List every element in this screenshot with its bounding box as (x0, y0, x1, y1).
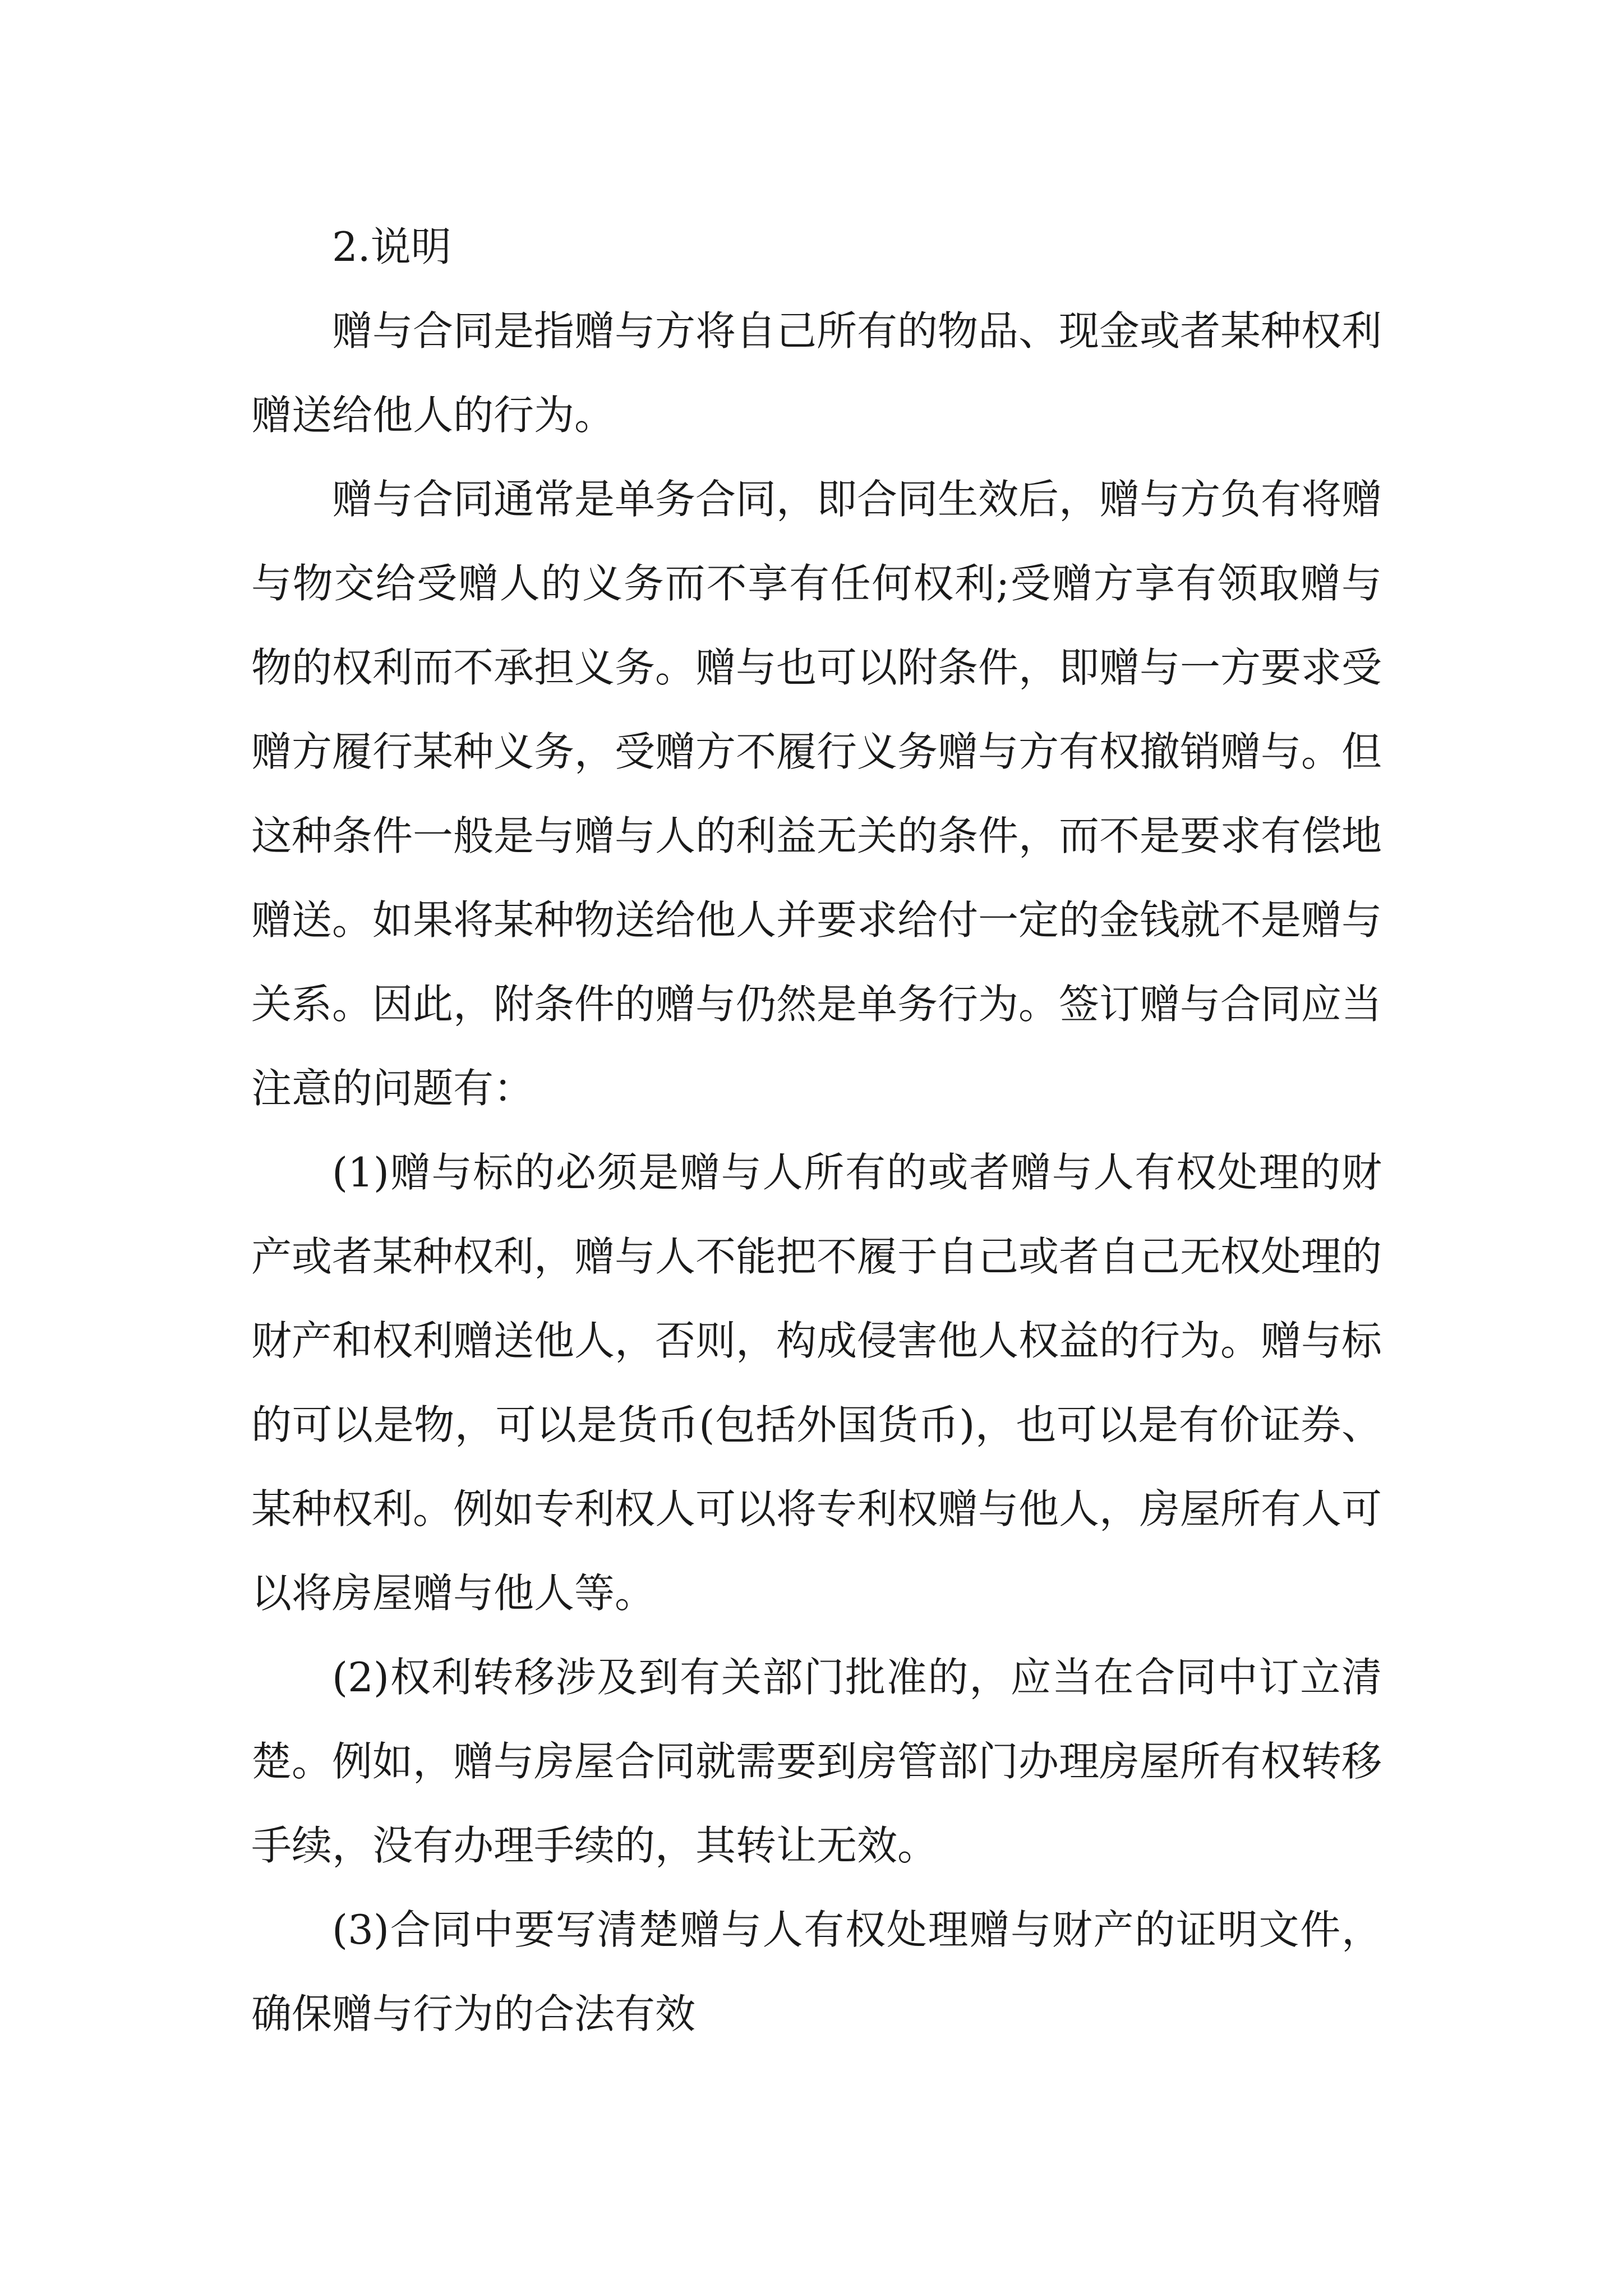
section-heading: 2.说明 (332, 223, 451, 270)
paragraph-point-1: (1)赠与标的必须是赠与人所有的或者赠与人有权处理的财产或者某种权利，赠与人不能把不履于自己或者自己无权处理的财产和权利赠送他人，否则，构成侵害他人权益的行为。赠与标的可以是物，可以是货币(包括外国货币)，也可以是有价证券、某种权利。例如专利权人可以将专利权赠与他人，房屋所有人可以将房屋赠与他人等。 (251, 1149, 1382, 1617)
document-page (251, 205, 1382, 2056)
paragraph-point-2: (2)权利转移涉及到有关部门批准的，应当在合同中订立清楚。例如，赠与房屋合同就需要到房管部门办理房屋所有权转移手续，没有办理手续的，其转让无效。 (251, 1654, 1382, 1869)
paragraph-point-3: (3)合同中要写清楚赠与人有权处理赠与财产的证明文件，确保赠与行为的合法有效 (251, 1906, 1382, 2037)
paragraph-unilateral-contract: 赠与合同通常是单务合同，即合同生效后，赠与方负有将赠与物交给受赠人的义务而不享有任何权利;受赠方享有领取赠与物的权利而不承担义务。赠与也可以附条件，即赠与一方要求受赠方履行某种义务，受赠方不履行义务赠与方有权撤销赠与。但这种条件一般是与赠与人的利益无关的条件，而不是要求有偿地赠送。如果将某种物送给他人并要求给付一定的金钱就不是赠与关系。因此，附条件的赠与仍然是单务行为。签订赠与合同应当注意的问题有： (251, 476, 1382, 1112)
paragraph-definition: 赠与合同是指赠与方将自己所有的物品、现金或者某种权利赠送给他人的行为。 (251, 307, 1382, 439)
